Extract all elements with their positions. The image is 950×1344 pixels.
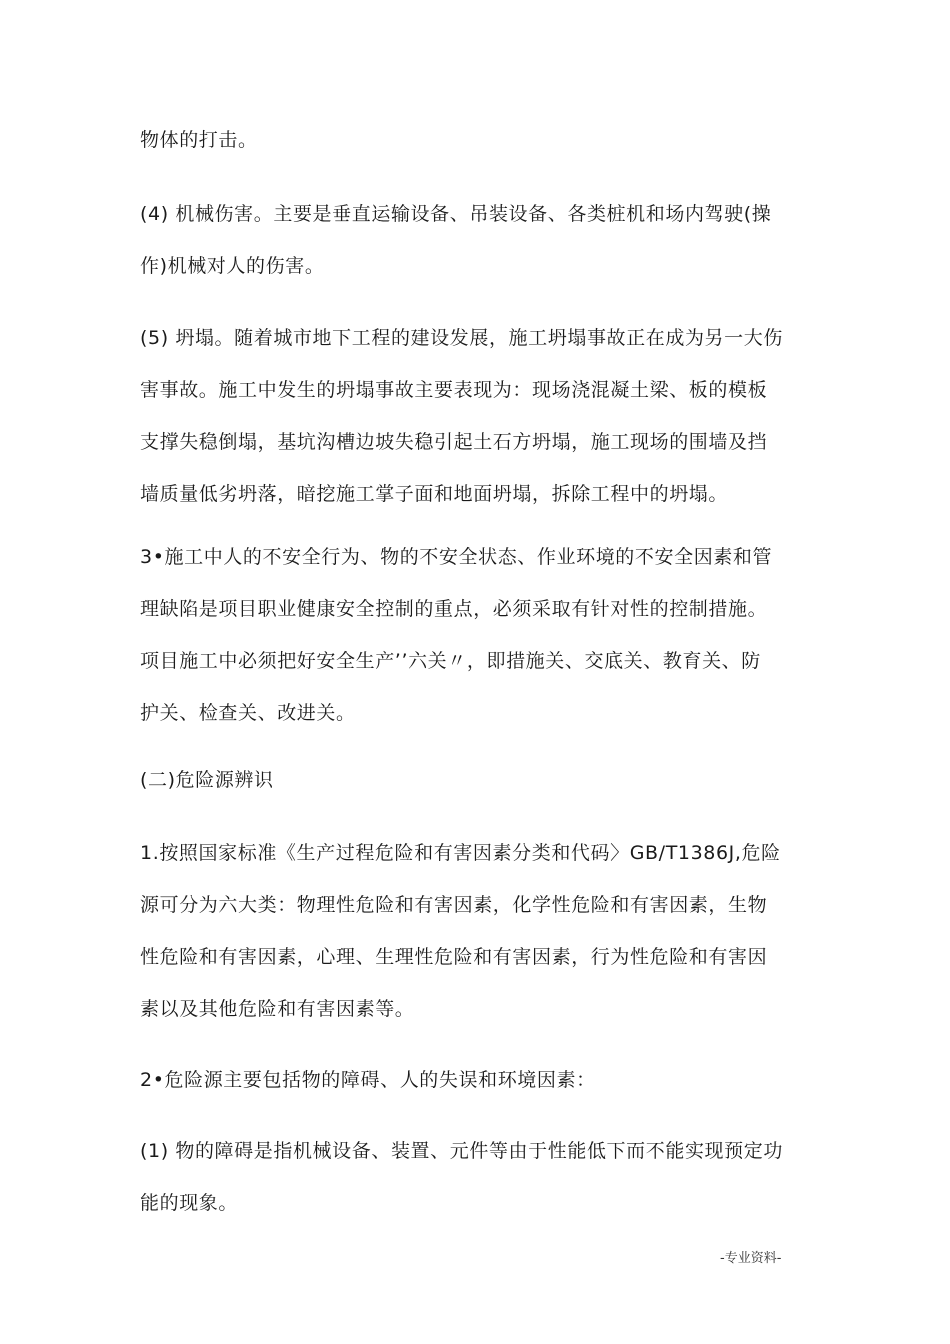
text-line: 护关、检查关、改进关。 xyxy=(140,702,356,724)
text-line: 能的现象。 xyxy=(140,1192,239,1214)
page-footer: -专业资料- xyxy=(720,1251,782,1266)
text-line: (4) 机械伤害。主要是垂直运输设备、吊装设备、各类桩机和场内驾驶(操 xyxy=(140,203,772,225)
text-line: (1) 物的障碍是指机械设备、装置、元件等由于性能低下而不能实现预定功 xyxy=(140,1140,783,1162)
text-line: 3•施工中人的不安全行为、物的不安全状态、作业环境的不安全因素和管 xyxy=(140,546,773,568)
text-line: 源可分为六大类：物理性危险和有害因素，化学性危险和有害因素，生物 xyxy=(140,894,768,916)
text-line: 墙质量低劣坍落，暗挖施工掌子面和地面坍塌，拆除工程中的坍塌。 xyxy=(140,483,729,505)
text-line: 性危险和有害因素，心理、生理性危险和有害因素，行为性危险和有害因 xyxy=(140,946,768,968)
text-line: 项目施工中必须把好安全生产’’六关〃，即措施关、交底关、教育关、防 xyxy=(140,650,761,672)
text-line: 物体的打击。 xyxy=(140,129,258,151)
text-line: 害事故。施工中发生的坍塌事故主要表现为：现场浇混凝土梁、板的模板 xyxy=(140,379,768,401)
text-line: 1.按照国家标准《生产过程危险和有害因素分类和代码〉GB/T1386J,危险 xyxy=(140,842,781,864)
text-line: 素以及其他危险和有害因素等。 xyxy=(140,998,415,1020)
text-line: (5) 坍塌。随着城市地下工程的建设发展，施工坍塌事故正在成为另一大伤 xyxy=(140,327,783,349)
text-line: 2•危险源主要包括物的障碍、人的失误和环境因素： xyxy=(140,1069,596,1091)
text-line: 理缺陷是项目职业健康安全控制的重点，必须采取有针对性的控制措施。 xyxy=(140,598,768,620)
section-heading: (二)危险源辨识 xyxy=(140,769,274,791)
text-line: 支撑失稳倒塌，基坑沟槽边坡失稳引起土石方坍塌，施工现场的围墙及挡 xyxy=(140,431,768,453)
text-line: 作)机械对人的伤害。 xyxy=(140,255,325,277)
